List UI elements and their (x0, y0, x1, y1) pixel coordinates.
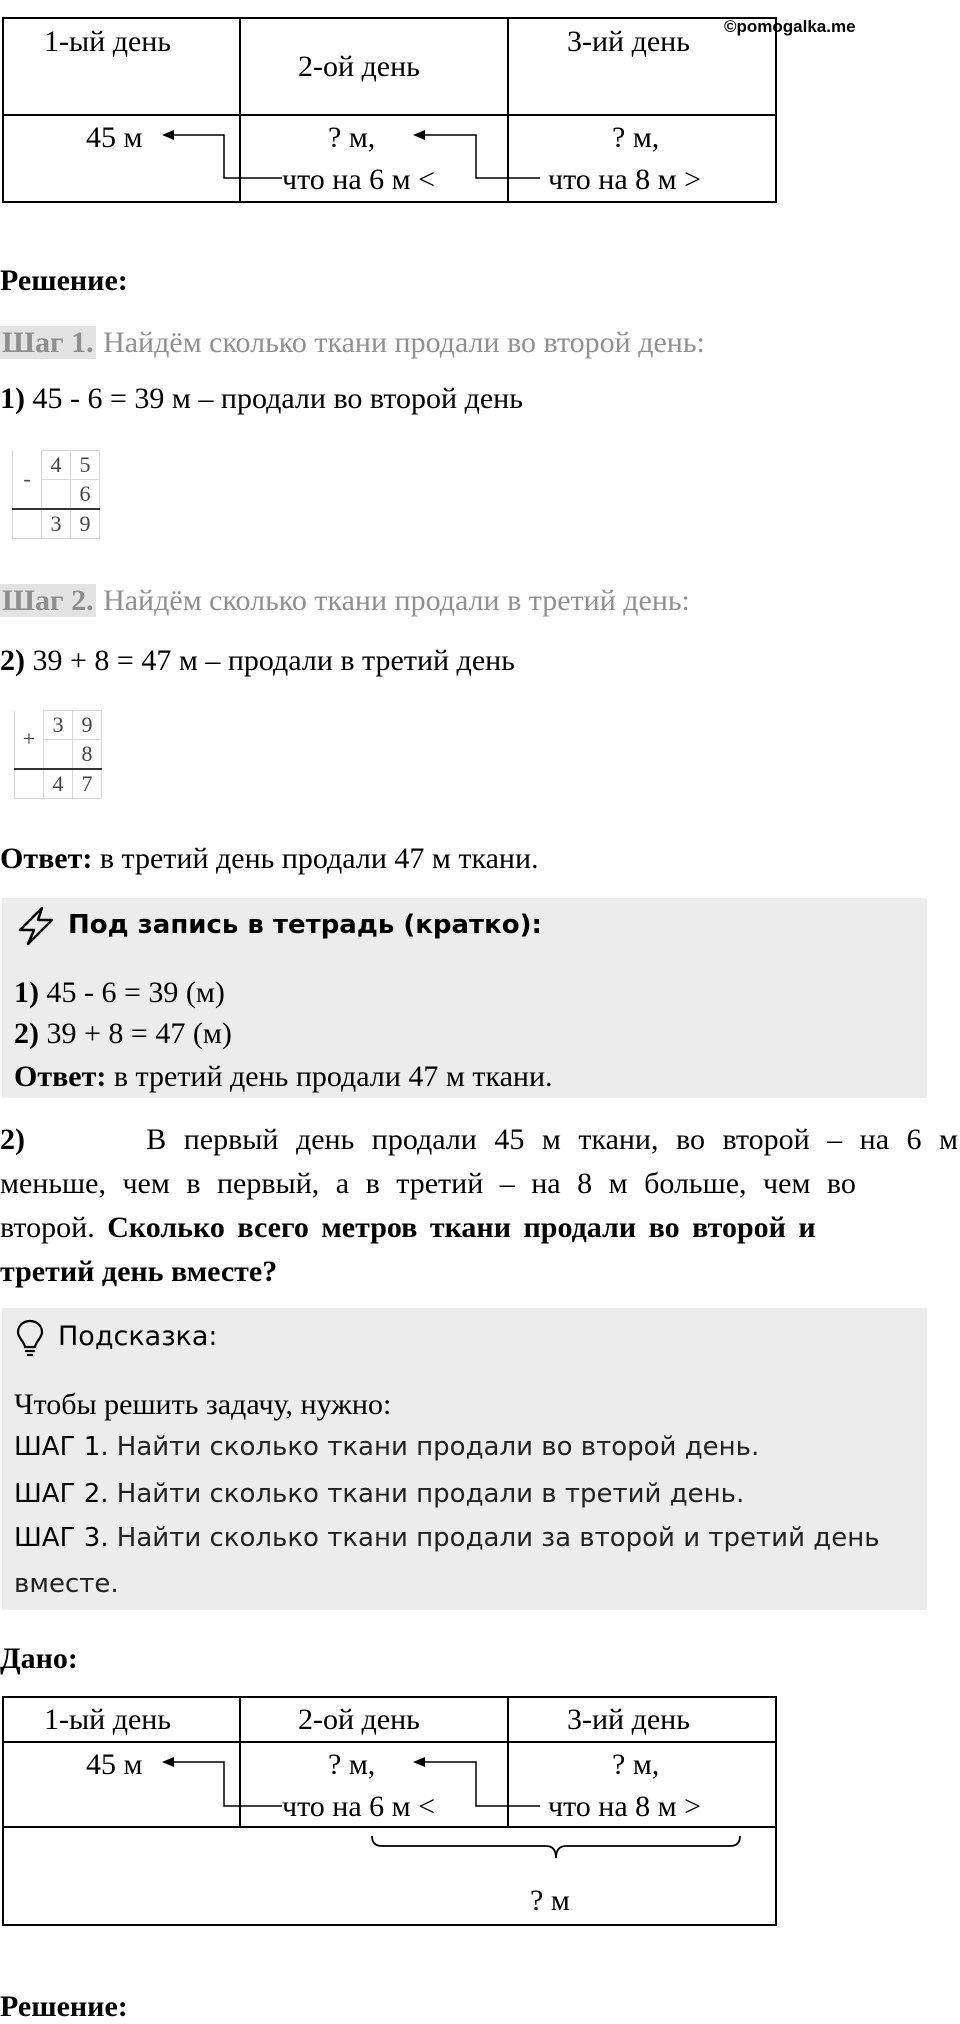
hint-title: Подсказка: (58, 1321, 218, 1352)
hint-step-label: ШАГ 1. (14, 1432, 109, 1462)
value-day2-question: ? м, (328, 1748, 376, 1781)
digit: 3 (44, 711, 73, 740)
digit: 9 (73, 711, 102, 740)
line-number: 2) (14, 1017, 39, 1050)
solution-heading: Решение: (0, 264, 128, 297)
notebook-answer (14, 1060, 553, 1094)
col-header-day2: 2-ой день (298, 50, 420, 83)
line-text: 45 - 6 = 39 (м) (46, 976, 225, 1009)
relation-arrows-top (0, 0, 780, 210)
calc1-line (0, 382, 523, 416)
col-header-day2: 2-ой день (298, 1703, 420, 1736)
value-day3-question: ? м, (612, 1748, 660, 1781)
answer-label: Ответ: (14, 1060, 107, 1093)
hint-step-label: ШАГ 3. (14, 1523, 109, 1553)
step1-label: Шаг 1. (2, 326, 94, 359)
task-text: В первый день продали 45 м ткани, во второй – на 6 м (146, 1123, 958, 1156)
task-number: 2) (0, 1123, 25, 1156)
answer-line (0, 842, 539, 876)
digit (44, 740, 73, 770)
addition-sign: + (15, 711, 44, 770)
hint-step3 (14, 1521, 880, 1555)
step2-label: Шаг 2. (2, 584, 94, 617)
calc2-number: 2) (0, 644, 25, 677)
digit: 8 (73, 740, 102, 770)
step2-text: Найдём сколько ткани продали в третий день: (103, 584, 690, 617)
digit: 6 (71, 480, 100, 510)
hint-step3-continuation: вместе. (14, 1569, 119, 1599)
lightning-icon (14, 906, 58, 946)
task2-line2: меньше, чем в первый, а в третий – на 8 м больше, чем во (0, 1167, 856, 1200)
step1-line (0, 326, 705, 360)
line-text: 39 + 8 = 47 (м) (46, 1017, 232, 1050)
total-value: ? м (530, 1884, 570, 1917)
digit: 4 (42, 451, 71, 480)
digit (42, 480, 71, 510)
task2-line3 (0, 1206, 958, 1250)
col-header-day1: 1-ый день (44, 1703, 172, 1736)
value-day2-relation: что на 6 м < (282, 163, 436, 196)
calc2-line (0, 644, 515, 678)
watermark: ©pomogalka.me (724, 17, 856, 36)
digit: 3 (42, 509, 71, 539)
hint-step2 (14, 1477, 744, 1511)
hint-step-text: Найти сколько ткани продали за второй и третий день (116, 1523, 880, 1553)
column-addition (14, 710, 102, 799)
given-heading: Дано: (0, 1642, 78, 1675)
calc1-text: 45 - 6 = 39 м – продали во второй день (32, 382, 523, 415)
value-day1: 45 м (86, 121, 143, 154)
value-day2-relation: что на 6 м < (282, 1790, 436, 1823)
task-text: второй. (0, 1211, 95, 1244)
subtraction-sign: - (13, 451, 42, 510)
answer-label: Ответ: (0, 842, 93, 875)
column-subtraction (12, 450, 100, 539)
col-header-day1: 1-ый день (44, 25, 172, 58)
hint-step-text: Найти сколько ткани продали в третий день. (116, 1479, 745, 1509)
value-day3-question: ? м, (612, 121, 660, 154)
value-day3-relation: что на 8 м > (548, 1790, 702, 1823)
answer-text: в третий день продали 47 м ткани. (99, 842, 539, 875)
curly-brace (360, 1832, 760, 1872)
line-number: 1) (14, 976, 39, 1009)
hint-step-label: ШАГ 2. (14, 1479, 109, 1509)
calc1-number: 1) (0, 382, 25, 415)
notebook-title: Под запись в тетрадь (кратко): (68, 910, 542, 940)
step1-text: Найдём сколько ткани продали во второй день: (103, 326, 705, 359)
hint-step1 (14, 1430, 759, 1464)
notebook-line1 (14, 976, 225, 1010)
hint-intro: Чтобы решить задачу, нужно: (14, 1388, 392, 1421)
col-header-day3: 3-ий день (567, 1703, 690, 1736)
task2-line4: третий день вместе? (0, 1255, 278, 1288)
digit: 4 (44, 769, 73, 799)
value-day2-question: ? м, (328, 121, 376, 154)
hint-step-text: Найти сколько ткани продали во второй день. (116, 1432, 760, 1462)
col-header-day3: 3-ий день (567, 25, 690, 58)
task2-paragraph (0, 1118, 958, 1294)
task-question: Сколько всего метров ткани продали во второй и (107, 1211, 816, 1244)
notebook-line2 (14, 1017, 232, 1051)
task2-line1 (0, 1118, 958, 1162)
answer-text: в третий день продали 47 м ткани. (113, 1060, 553, 1093)
digit: 9 (71, 509, 100, 539)
solution-heading-2: Решение: (0, 1990, 128, 2023)
value-day3-relation: что на 8 м > (548, 163, 702, 196)
calc2-text: 39 + 8 = 47 м – продали в третий день (32, 644, 515, 677)
step2-line (0, 584, 690, 618)
digit: 7 (73, 769, 102, 799)
lightbulb-icon (14, 1318, 46, 1358)
value-day1: 45 м (86, 1748, 143, 1781)
digit: 5 (71, 451, 100, 480)
